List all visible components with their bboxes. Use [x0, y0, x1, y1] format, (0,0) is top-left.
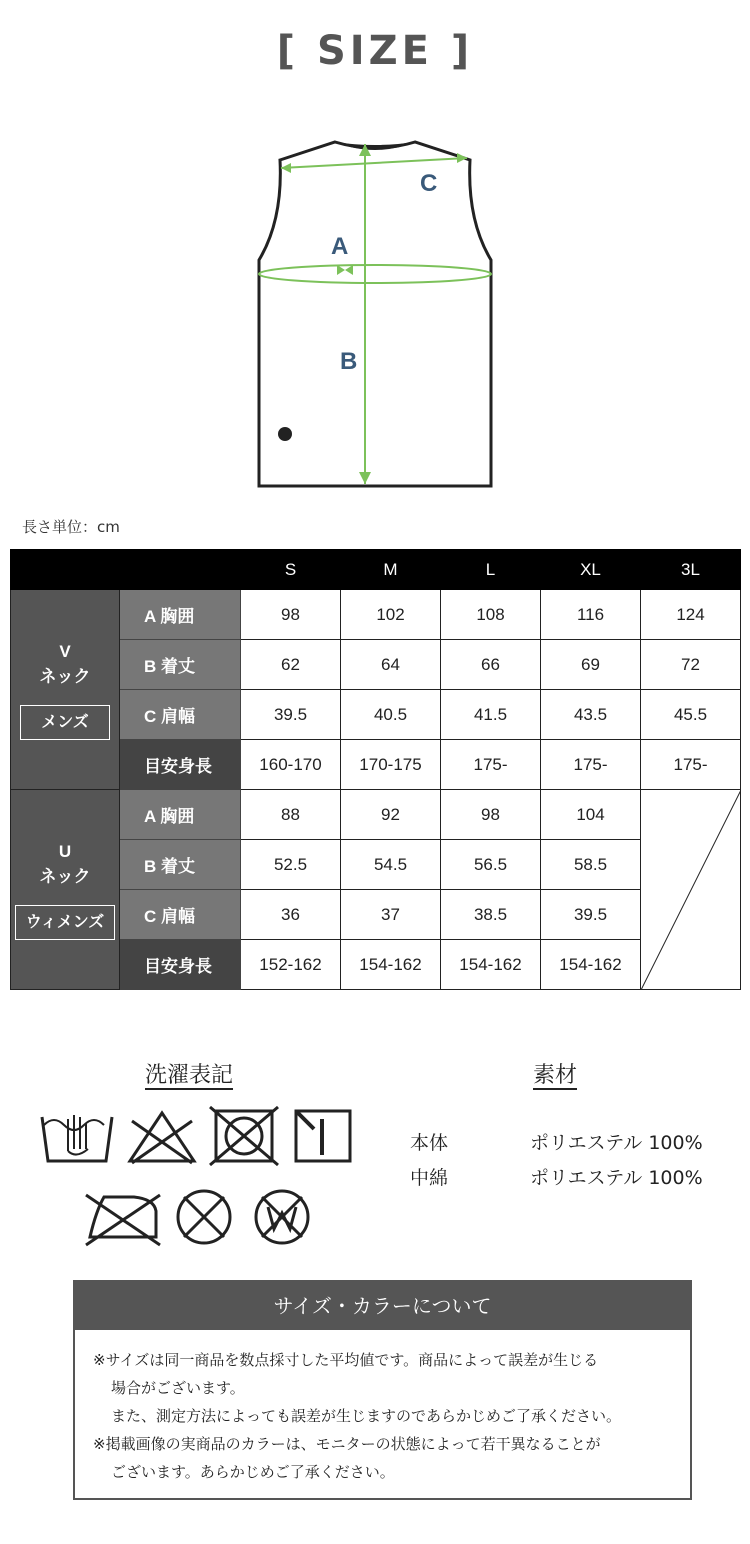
table-cell: 102: [341, 590, 441, 640]
size-header-row: [11, 550, 741, 590]
row-label: 目安身長: [120, 940, 241, 990]
material-part: 本体: [410, 1132, 449, 1154]
table-cell: 175-: [641, 740, 741, 790]
table-cell: 92: [341, 790, 441, 840]
care-icons: [38, 1105, 368, 1255]
notice-line: 場合がございます。: [111, 1379, 245, 1397]
hand-wash-icon: [42, 1115, 112, 1161]
table-cell: 160-170: [241, 740, 341, 790]
material-fabric: ポリエステル 100%: [530, 1167, 703, 1189]
notice-body: [75, 1330, 690, 1486]
notice-line: ございます。あらかじめご了承ください。: [111, 1463, 395, 1481]
label-c: C: [420, 170, 438, 197]
table-cell: 154-162: [441, 940, 541, 990]
table-cell: 154-162: [541, 940, 641, 990]
row-label: 目安身長: [120, 740, 241, 790]
table-cell: 98: [241, 590, 341, 640]
material-title: 素材: [533, 1063, 578, 1088]
table-cell: 116: [541, 590, 641, 640]
table-cell: 56.5: [441, 840, 541, 890]
table-cell: 36: [241, 890, 341, 940]
size-header: L: [441, 550, 541, 590]
table-cell: 41.5: [441, 690, 541, 740]
table-row: [11, 940, 741, 990]
row-label: C 肩幅: [120, 890, 241, 940]
table-cell: 108: [441, 590, 541, 640]
gender-tag: メンズ: [20, 705, 110, 740]
table-cell: 39.5: [241, 690, 341, 740]
table-cell: 124: [641, 590, 741, 640]
table-row: [11, 840, 741, 890]
table-cell: 72: [641, 640, 741, 690]
no-iron-icon: [86, 1195, 160, 1245]
table-cell: 54.5: [341, 840, 441, 890]
neck-word: ネック: [39, 667, 91, 686]
row-label: A 胸囲: [120, 590, 241, 640]
row-label: A 胸囲: [120, 790, 241, 840]
material-row: [410, 1128, 703, 1155]
neck-word: ネック: [39, 867, 91, 886]
no-bleach-icon: [130, 1113, 194, 1163]
table-row: [11, 640, 741, 690]
notice-line: ※掲載画像の実商品のカラーは、モニターの状態によって若干異なることが: [93, 1435, 601, 1453]
no-dry-clean-icon: [178, 1191, 230, 1243]
header-blank: [11, 550, 241, 590]
no-tumble-dry-icon: [210, 1107, 278, 1165]
table-cell: 66: [441, 640, 541, 690]
vest-outline: [245, 130, 505, 500]
table-cell: 37: [341, 890, 441, 940]
row-label: C 肩幅: [120, 690, 241, 740]
table-cell: 38.5: [441, 890, 541, 940]
table-cell: 58.5: [541, 840, 641, 890]
table-cell: 62: [241, 640, 341, 690]
care-title: 洗濯表記: [145, 1063, 234, 1088]
table-cell: 39.5: [541, 890, 641, 940]
table-cell: 52.5: [241, 840, 341, 890]
table-cell: 45.5: [641, 690, 741, 740]
size-header: XL: [541, 550, 641, 590]
womens-group-cell: [11, 790, 120, 990]
table-row: [11, 590, 741, 640]
size-header: 3L: [641, 550, 741, 590]
vest-diagram: [245, 130, 505, 500]
material-fabric: ポリエステル 100%: [530, 1132, 703, 1154]
size-table: [10, 549, 741, 990]
page-title: [ SIZE ]: [276, 28, 474, 74]
drip-dry-icon: [296, 1111, 350, 1161]
notice-line: また、測定方法によっても誤差が生じますのであらかじめご了承ください。: [111, 1407, 622, 1425]
no-wet-clean-icon: [256, 1191, 308, 1243]
table-row: [11, 740, 741, 790]
material-part: 中綿: [410, 1167, 449, 1189]
table-cell: 43.5: [541, 690, 641, 740]
table-cell: 40.5: [341, 690, 441, 740]
table-cell: 175-: [441, 740, 541, 790]
table-cell: 152-162: [241, 940, 341, 990]
table-row: [11, 690, 741, 740]
mens-group-cell: [11, 590, 120, 790]
neck-type: V: [59, 642, 71, 661]
notice-title: サイズ・カラーについて: [75, 1282, 690, 1330]
label-b: B: [340, 348, 358, 375]
table-cell: 69: [541, 640, 641, 690]
table-row: [11, 790, 741, 840]
row-label: B 着丈: [120, 840, 241, 890]
empty-3l-cell: [641, 790, 741, 990]
table-cell: 88: [241, 790, 341, 840]
table-row: [11, 890, 741, 940]
row-label: B 着丈: [120, 640, 241, 690]
table-cell: 104: [541, 790, 641, 840]
size-header: M: [341, 550, 441, 590]
table-cell: 170-175: [341, 740, 441, 790]
size-color-notice: [73, 1280, 692, 1500]
button-dot: [278, 427, 292, 441]
table-cell: 64: [341, 640, 441, 690]
table-cell: 154-162: [341, 940, 441, 990]
table-cell: 175-: [541, 740, 641, 790]
neck-type: U: [58, 842, 72, 861]
size-header: S: [241, 550, 341, 590]
notice-line: ※サイズは同一商品を数点採寸した平均値です。商品によって誤差が生じる: [93, 1351, 599, 1369]
unit-label: 長さ単位：cm: [22, 518, 120, 536]
table-cell: 98: [441, 790, 541, 840]
gender-tag: ウィメンズ: [15, 905, 116, 940]
label-a: A: [331, 233, 349, 260]
material-row: [410, 1163, 703, 1190]
diagonal-slash: [641, 790, 741, 990]
